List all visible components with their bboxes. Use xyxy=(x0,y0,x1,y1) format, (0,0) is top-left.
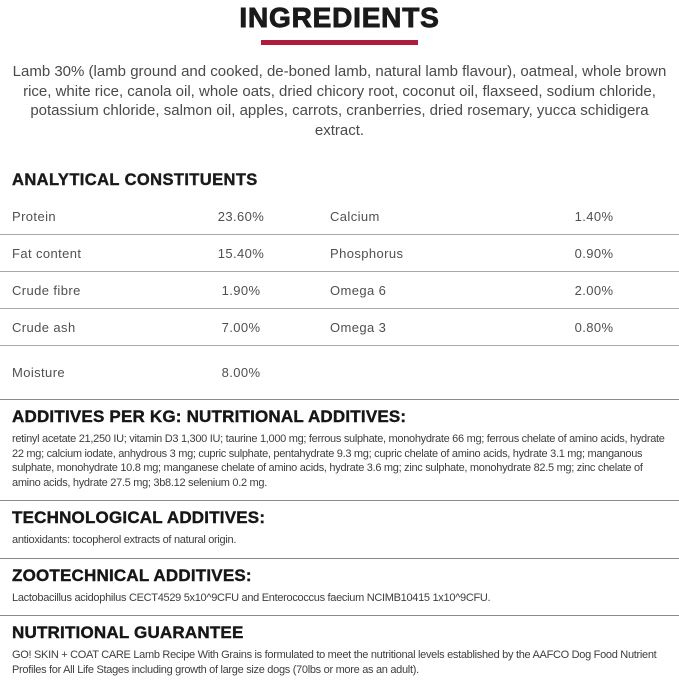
section-body: antioxidants: tocopherol extracts of natural origin. xyxy=(12,534,237,546)
page-title: INGREDIENTS xyxy=(239,2,440,33)
nutrient-value: 23.60% xyxy=(217,208,265,224)
nutrient-label: Crude fibre xyxy=(12,282,81,298)
analytical-constituents-table xyxy=(0,198,679,399)
nutrient-label: Phosphorus xyxy=(330,245,404,261)
analytical-constituents-heading: ANALYTICAL CONSTITUENTS xyxy=(12,171,258,189)
section-body: GO! SKIN + COAT CARE Lamb Recipe With Grains is formulated to meet the nutritional levels established by the AAFCO Dog Food Nutrient Profiles for All Life Stages including growth of large size dogs (70lbs or more as an adult). xyxy=(12,649,657,676)
nutrient-label: Calcium xyxy=(330,208,380,224)
nutrient-value: 2.00% xyxy=(574,282,614,298)
table-row xyxy=(0,272,679,309)
title-accent-bar xyxy=(261,40,418,45)
table-row xyxy=(0,235,679,272)
nutrient-label: Moisture xyxy=(12,365,66,380)
table-row xyxy=(0,309,679,346)
section-nutritional-guarantee xyxy=(0,615,679,687)
nutrient-value: 0.80% xyxy=(574,319,614,335)
nutrient-label: Fat content xyxy=(12,245,82,261)
section-zootechnical-additives xyxy=(0,558,679,616)
nutrient-value: 7.00% xyxy=(221,319,261,335)
table-row xyxy=(0,346,679,399)
section-body: Lactobacillus acidophilus CECT4529 5x10^9CFU and Enterococcus faecium NCIMB10415 1x10^9CFU. xyxy=(12,591,491,604)
nutrient-label: Omega 3 xyxy=(330,319,387,335)
section-heading: ADDITIVES PER KG: NUTRITIONAL ADDITIVES: xyxy=(12,407,407,426)
section-body: retinyl acetate 21,250 IU; vitamin D3 1,300 IU; taurine 1,000 mg; ferrous sulphate, monohydrate 66 mg; ferrous chelate of amino acids, hydrate 22 mg; calcium iodate, anhydrous 3 mg; cupric sulphate, pentahydrate 9.3 mg; cupric chelate of amino acids, hydrate 3.1 mg; manganous sulphate, monohydrate 10.8 mg; manganese chelate of amino acids, hydrate 3.6 mg; zinc sulphate, monohydrate 82.5 mg; zinc chelate of amino acids, hydrate 27.5 mg; 3b8.12 selenium 0.2 mg. xyxy=(12,433,665,489)
section-nutritional-additives xyxy=(0,399,679,500)
nutrient-value: 1.90% xyxy=(221,282,261,298)
section-heading: ZOOTECHNICAL ADDITIVES: xyxy=(12,565,252,585)
nutrient-value: 0.90% xyxy=(574,245,614,261)
nutrient-value: 15.40% xyxy=(217,245,265,261)
section-heading: TECHNOLOGICAL ADDITIVES: xyxy=(12,508,266,527)
nutrient-value: 8.00% xyxy=(221,365,261,380)
nutrient-value: 1.40% xyxy=(574,208,614,224)
nutrient-label: Protein xyxy=(12,208,56,224)
section-technological-additives xyxy=(0,500,679,558)
section-heading: NUTRITIONAL GUARANTEE xyxy=(12,623,244,642)
table-row xyxy=(0,198,679,235)
ingredients-text: Lamb 30% (lamb ground and cooked, de-boned lamb, natural lamb flavour), oatmeal, whole brown rice, white rice, canola oil, whole oats, dried chicory root, coconut oil, flaxseed, sodium chloride, potassium chloride, salmon oil, apples, carrots, cranberries, dried rosemary, yucca schidigera extract. xyxy=(12,63,667,139)
nutrient-label: Omega 6 xyxy=(330,282,387,298)
nutrient-label: Crude ash xyxy=(12,319,76,335)
